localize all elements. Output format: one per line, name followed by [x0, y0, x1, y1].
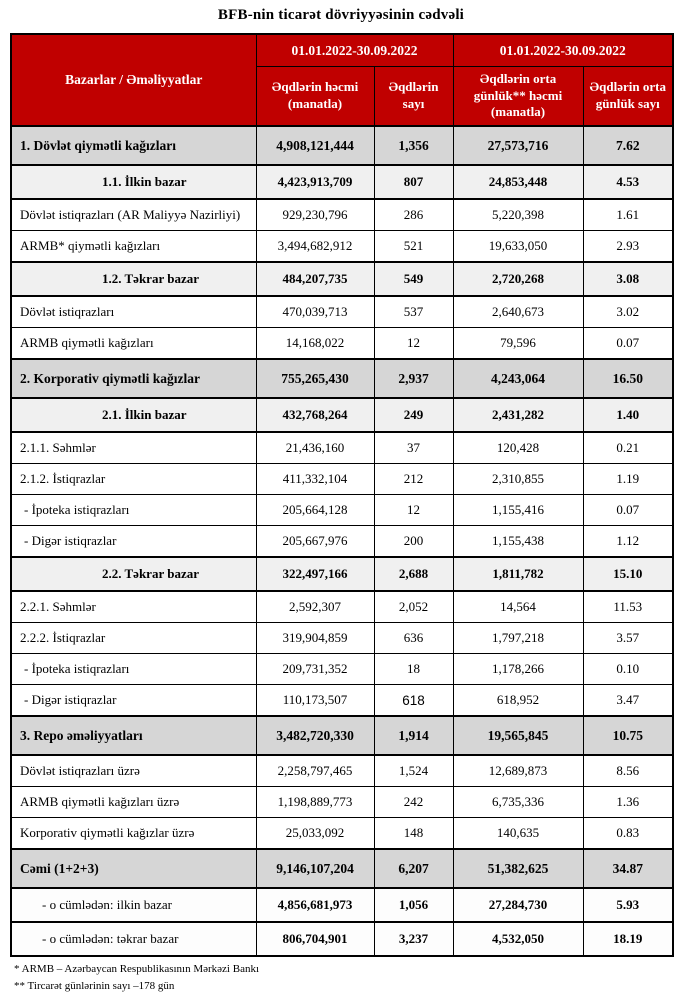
column-header: Əqdlərin orta günlük** həcmi (manatla) [453, 67, 583, 127]
cell-value: 1.12 [583, 526, 673, 558]
table-row [11, 432, 673, 464]
cell-value: 2,592,307 [256, 591, 374, 623]
cell-value: 755,265,430 [256, 359, 374, 398]
row-label: Cəmi (1+2+3) [11, 849, 256, 888]
row-label: ARMB qiymətli kağızları üzrə [11, 787, 256, 818]
cell-value: 3.08 [583, 262, 673, 296]
cell-value: 79,596 [453, 328, 583, 360]
cell-value: 205,667,976 [256, 526, 374, 558]
cell-value: 1.36 [583, 787, 673, 818]
table-row [11, 818, 673, 850]
cell-value: 3,494,682,912 [256, 231, 374, 263]
cell-value: 12,689,873 [453, 755, 583, 787]
cell-value: 7.62 [583, 126, 673, 165]
table-row [11, 716, 673, 755]
period-header: 01.01.2022-30.09.2022 [256, 34, 453, 67]
cell-value: 212 [374, 464, 453, 495]
row-label: 2.1.2. İstiqrazlar [11, 464, 256, 495]
table-row [11, 359, 673, 398]
cell-value: 1.19 [583, 464, 673, 495]
row-label: ARMB* qiymətli kağızları [11, 231, 256, 263]
cell-value: 1,198,889,773 [256, 787, 374, 818]
cell-value: 0.10 [583, 654, 673, 685]
table-row [11, 126, 673, 165]
row-label: 1. Dövlət qiymətli kağızları [11, 126, 256, 165]
row-label: 2.2.1. Səhmlər [11, 591, 256, 623]
cell-value: 140,635 [453, 818, 583, 850]
cell-value: 1,914 [374, 716, 453, 755]
row-label: 1.1. İlkin bazar [11, 165, 256, 199]
column-header: Əqdlərin orta günlük sayı [583, 67, 673, 127]
table-row [11, 165, 673, 199]
cell-value: 8.56 [583, 755, 673, 787]
cell-value: 15.10 [583, 557, 673, 591]
cell-value: 249 [374, 398, 453, 432]
row-label: ARMB qiymətli kağızları [11, 328, 256, 360]
cell-value: 618 [374, 685, 453, 717]
cell-value: 286 [374, 199, 453, 231]
row-label: - o cümlədən: ilkin bazar [11, 888, 256, 922]
table-body [11, 126, 673, 956]
cell-value: 4,243,064 [453, 359, 583, 398]
cell-value: 4,532,050 [453, 922, 583, 956]
footnote: * ARMB – Azərbaycan Respublikasının Mərkəzi Bankı [14, 963, 260, 975]
cell-value: 470,039,713 [256, 296, 374, 328]
cell-value: 1,356 [374, 126, 453, 165]
cell-value: 148 [374, 818, 453, 850]
cell-value: 1,811,782 [453, 557, 583, 591]
cell-value: 205,664,128 [256, 495, 374, 526]
cell-value: 12 [374, 328, 453, 360]
table-row [11, 398, 673, 432]
cell-value: 322,497,166 [256, 557, 374, 591]
table-row [11, 231, 673, 263]
cell-value: 37 [374, 432, 453, 464]
table-row [11, 464, 673, 495]
cell-value: 6,735,336 [453, 787, 583, 818]
cell-value: 521 [374, 231, 453, 263]
footnote: ** Tircarət günlərinin sayı –178 gün [14, 980, 175, 993]
cell-value: 2,640,673 [453, 296, 583, 328]
period-header-row [11, 34, 673, 67]
cell-value: 14,168,022 [256, 328, 374, 360]
cell-value: 3,237 [374, 922, 453, 956]
column-header: Əqdlərin sayı [374, 67, 453, 127]
cell-value: 537 [374, 296, 453, 328]
table-row [11, 787, 673, 818]
cell-value: 411,332,104 [256, 464, 374, 495]
table-row [11, 328, 673, 360]
row-label: 2.2.2. İstiqrazlar [11, 623, 256, 654]
row-label: Dövlət istiqrazları (AR Maliyyə Nazirliyi) [11, 199, 256, 231]
cell-value: 3.02 [583, 296, 673, 328]
cell-value: 120,428 [453, 432, 583, 464]
row-label: 2. Korporativ qiymətli kağızlar [11, 359, 256, 398]
cell-value: 1,056 [374, 888, 453, 922]
page-title: BFB-nin ticarət dövriyyəsinin cədvəli [217, 7, 465, 23]
cell-value: 21,436,160 [256, 432, 374, 464]
cell-value: 4.53 [583, 165, 673, 199]
row-label: 1.2. Təkrar bazar [11, 262, 256, 296]
cell-value: 1.61 [583, 199, 673, 231]
cell-value: 1,155,416 [453, 495, 583, 526]
row-label: 2.1. İlkin bazar [11, 398, 256, 432]
cell-value: 1,178,266 [453, 654, 583, 685]
table-row [11, 623, 673, 654]
cell-value: 636 [374, 623, 453, 654]
data-table [10, 33, 674, 957]
cell-value: 432,768,264 [256, 398, 374, 432]
table-row [11, 557, 673, 591]
table-row [11, 755, 673, 787]
row-label: Dövlət istiqrazları [11, 296, 256, 328]
row-label: - İpoteka istiqrazları [11, 654, 256, 685]
cell-value: 4,908,121,444 [256, 126, 374, 165]
row-label: Dövlət istiqrazları üzrə [11, 755, 256, 787]
cell-value: 929,230,796 [256, 199, 374, 231]
cell-value: 0.07 [583, 495, 673, 526]
row-label: - İpoteka istiqrazları [11, 495, 256, 526]
cell-value: 27,284,730 [453, 888, 583, 922]
table-row [11, 495, 673, 526]
cell-value: 3.47 [583, 685, 673, 717]
cell-value: 807 [374, 165, 453, 199]
cell-value: 6,207 [374, 849, 453, 888]
cell-value: 51,382,625 [453, 849, 583, 888]
row-label: - Digər istiqrazlar [11, 685, 256, 717]
table-row [11, 526, 673, 558]
cell-value: 549 [374, 262, 453, 296]
cell-value: 18 [374, 654, 453, 685]
cell-value: 24,853,448 [453, 165, 583, 199]
cell-value: 1,155,438 [453, 526, 583, 558]
table-row [11, 849, 673, 888]
row-label: 3. Repo əməliyyatları [11, 716, 256, 755]
cell-value: 200 [374, 526, 453, 558]
cell-value: 3,482,720,330 [256, 716, 374, 755]
cell-value: 4,423,913,709 [256, 165, 374, 199]
cell-value: 319,904,859 [256, 623, 374, 654]
cell-value: 4,856,681,973 [256, 888, 374, 922]
cell-value: 2,431,282 [453, 398, 583, 432]
cell-value: 806,704,901 [256, 922, 374, 956]
cell-value: 2,258,797,465 [256, 755, 374, 787]
cell-value: 34.87 [583, 849, 673, 888]
cell-value: 1,524 [374, 755, 453, 787]
cell-value: 1.40 [583, 398, 673, 432]
cell-value: 209,731,352 [256, 654, 374, 685]
table-row [11, 654, 673, 685]
row-label: 2.1.1. Səhmlər [11, 432, 256, 464]
row-label: - Digər istiqrazlar [11, 526, 256, 558]
cell-value: 2,310,855 [453, 464, 583, 495]
row-label: 2.2. Təkrar bazar [11, 557, 256, 591]
cell-value: 9,146,107,204 [256, 849, 374, 888]
cell-value: 2.93 [583, 231, 673, 263]
footnotes [14, 961, 682, 995]
row-label: Korporativ qiymətli kağızlar üzrə [11, 818, 256, 850]
cell-value: 0.83 [583, 818, 673, 850]
cell-value: 19,633,050 [453, 231, 583, 263]
cell-value: 3.57 [583, 623, 673, 654]
cell-value: 242 [374, 787, 453, 818]
corner-header: Bazarlar / Əməliyyatlar [11, 34, 256, 126]
table-row [11, 922, 673, 956]
cell-value: 18.19 [583, 922, 673, 956]
cell-value: 0.07 [583, 328, 673, 360]
row-label: - o cümlədən: təkrar bazar [11, 922, 256, 956]
cell-value: 110,173,507 [256, 685, 374, 717]
cell-value: 14,564 [453, 591, 583, 623]
cell-value: 10.75 [583, 716, 673, 755]
cell-value: 25,033,092 [256, 818, 374, 850]
cell-value: 19,565,845 [453, 716, 583, 755]
column-header: Əqdlərin həcmi (manatla) [256, 67, 374, 127]
table-row [11, 591, 673, 623]
cell-value: 618,952 [453, 685, 583, 717]
cell-value: 5.93 [583, 888, 673, 922]
cell-value: 16.50 [583, 359, 673, 398]
cell-value: 1,797,218 [453, 623, 583, 654]
cell-value: 2,720,268 [453, 262, 583, 296]
table-row [11, 262, 673, 296]
cell-value: 0.21 [583, 432, 673, 464]
table-header [11, 34, 673, 126]
table-row [11, 685, 673, 717]
cell-value: 2,052 [374, 591, 453, 623]
period-header: 01.01.2022-30.09.2022 [453, 34, 673, 67]
cell-value: 12 [374, 495, 453, 526]
cell-value: 2,937 [374, 359, 453, 398]
table-row [11, 199, 673, 231]
cell-value: 2,688 [374, 557, 453, 591]
cell-value: 11.53 [583, 591, 673, 623]
cell-value: 484,207,735 [256, 262, 374, 296]
table-row [11, 888, 673, 922]
table-row [11, 296, 673, 328]
cell-value: 5,220,398 [453, 199, 583, 231]
cell-value: 27,573,716 [453, 126, 583, 165]
